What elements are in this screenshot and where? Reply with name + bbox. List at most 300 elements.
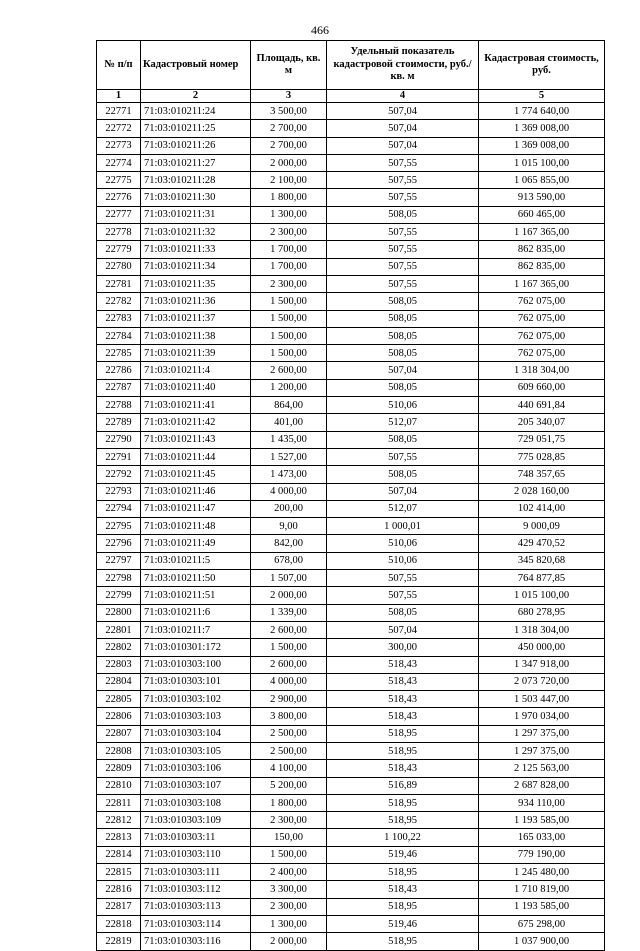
table-row [97, 206, 605, 223]
table-row [97, 431, 605, 448]
specific-value-cell: 507,55 [327, 241, 479, 258]
area-cell: 1 300,00 [251, 915, 327, 932]
area-cell: 2 600,00 [251, 656, 327, 673]
row-number-cell: 22816 [97, 881, 141, 898]
row-number-cell: 22810 [97, 777, 141, 794]
header-row-number: № п/п [97, 41, 141, 90]
cadastral-value-cell: 1 369 008,00 [479, 120, 605, 137]
area-cell: 842,00 [251, 535, 327, 552]
area-cell: 9,00 [251, 518, 327, 535]
cadastral-value-cell: 609 660,00 [479, 379, 605, 396]
table-row [97, 414, 605, 431]
cadastral-value-cell: 165 033,00 [479, 829, 605, 846]
specific-value-cell: 508,05 [327, 431, 479, 448]
specific-value-cell: 508,05 [327, 293, 479, 310]
area-cell: 200,00 [251, 500, 327, 517]
area-cell: 3 500,00 [251, 103, 327, 120]
specific-value-cell: 518,95 [327, 933, 479, 950]
area-cell: 2 000,00 [251, 154, 327, 171]
specific-value-cell: 1 100,22 [327, 829, 479, 846]
table-row [97, 898, 605, 915]
cadastral-value-cell: 1 015 100,00 [479, 154, 605, 171]
table-row [97, 466, 605, 483]
specific-value-cell: 507,55 [327, 587, 479, 604]
row-number-cell: 22800 [97, 604, 141, 621]
table-row [97, 379, 605, 396]
area-cell: 1 800,00 [251, 189, 327, 206]
table-row [97, 933, 605, 950]
cadastral-value-cell: 345 820,68 [479, 552, 605, 569]
specific-value-cell: 516,89 [327, 777, 479, 794]
cadastral-number-cell: 71:03:010211:50 [141, 570, 251, 587]
specific-value-cell: 518,95 [327, 794, 479, 811]
cadastral-number-cell: 71:03:010211:43 [141, 431, 251, 448]
row-number-cell: 22781 [97, 275, 141, 292]
table-row [97, 518, 605, 535]
specific-value-cell: 1 000,01 [327, 518, 479, 535]
specific-value-cell: 508,05 [327, 206, 479, 223]
table-row [97, 293, 605, 310]
table-row [97, 500, 605, 517]
cadastral-number-cell: 71:03:010211:46 [141, 483, 251, 500]
cadastral-number-cell: 71:03:010211:27 [141, 154, 251, 171]
cadastral-number-cell: 71:03:010303:114 [141, 915, 251, 932]
row-number-cell: 22812 [97, 812, 141, 829]
specific-value-cell: 507,04 [327, 362, 479, 379]
specific-value-cell: 519,46 [327, 846, 479, 863]
cadastral-value-cell: 1 297 375,00 [479, 725, 605, 742]
cadastral-number-cell: 71:03:010303:105 [141, 742, 251, 759]
specific-value-cell: 518,43 [327, 691, 479, 708]
specific-value-cell: 507,55 [327, 275, 479, 292]
row-number-cell: 22802 [97, 639, 141, 656]
area-cell: 2 300,00 [251, 812, 327, 829]
cadastral-value-cell: 1 015 100,00 [479, 587, 605, 604]
row-number-cell: 22783 [97, 310, 141, 327]
cadastral-value-cell: 913 590,00 [479, 189, 605, 206]
header-specific-value: Удельный показатель кадастровой стоимости, руб./кв. м [327, 41, 479, 90]
cadastral-value-table [96, 40, 605, 951]
cadastral-value-cell: 1 167 365,00 [479, 224, 605, 241]
table-row [97, 794, 605, 811]
table-row [97, 535, 605, 552]
table-row [97, 258, 605, 275]
cadastral-value-cell: 440 691,84 [479, 397, 605, 414]
row-number-cell: 22807 [97, 725, 141, 742]
specific-value-cell: 507,04 [327, 483, 479, 500]
table-row [97, 656, 605, 673]
specific-value-cell: 300,00 [327, 639, 479, 656]
cadastral-number-cell: 71:03:010211:7 [141, 621, 251, 638]
row-number-cell: 22789 [97, 414, 141, 431]
area-cell: 1 339,00 [251, 604, 327, 621]
specific-value-cell: 507,55 [327, 189, 479, 206]
area-cell: 1 500,00 [251, 846, 327, 863]
cadastral-value-cell: 675 298,00 [479, 915, 605, 932]
row-number-cell: 22785 [97, 345, 141, 362]
cadastral-number-cell: 71:03:010211:26 [141, 137, 251, 154]
table-row [97, 483, 605, 500]
area-cell: 1 800,00 [251, 794, 327, 811]
cadastral-value-cell: 764 877,85 [479, 570, 605, 587]
cadastral-number-cell: 71:03:010211:33 [141, 241, 251, 258]
cadastral-number-cell: 71:03:010211:39 [141, 345, 251, 362]
cadastral-number-cell: 71:03:010303:102 [141, 691, 251, 708]
row-number-cell: 22809 [97, 760, 141, 777]
cadastral-number-cell: 71:03:010303:104 [141, 725, 251, 742]
row-number-cell: 22818 [97, 915, 141, 932]
area-cell: 2 000,00 [251, 587, 327, 604]
header-area: Площадь, кв. м [251, 41, 327, 90]
row-number-cell: 22794 [97, 500, 141, 517]
area-cell: 2 100,00 [251, 172, 327, 189]
row-number-cell: 22776 [97, 189, 141, 206]
area-cell: 4 100,00 [251, 760, 327, 777]
cadastral-value-cell: 205 340,07 [479, 414, 605, 431]
specific-value-cell: 507,04 [327, 137, 479, 154]
column-number: 3 [251, 90, 327, 103]
cadastral-value-cell: 729 051,75 [479, 431, 605, 448]
table-row [97, 397, 605, 414]
cadastral-number-cell: 71:03:010303:110 [141, 846, 251, 863]
table-row [97, 708, 605, 725]
cadastral-number-cell: 71:03:010211:40 [141, 379, 251, 396]
cadastral-value-cell: 1 065 855,00 [479, 172, 605, 189]
area-cell: 3 800,00 [251, 708, 327, 725]
table-row [97, 742, 605, 759]
row-number-cell: 22782 [97, 293, 141, 310]
specific-value-cell: 508,05 [327, 310, 479, 327]
specific-value-cell: 518,95 [327, 742, 479, 759]
specific-value-cell: 507,04 [327, 621, 479, 638]
area-cell: 1 435,00 [251, 431, 327, 448]
cadastral-value-cell: 1 193 585,00 [479, 812, 605, 829]
cadastral-number-cell: 71:03:010303:100 [141, 656, 251, 673]
cadastral-value-cell: 2 028 160,00 [479, 483, 605, 500]
table-row [97, 639, 605, 656]
cadastral-value-cell: 934 110,00 [479, 794, 605, 811]
area-cell: 5 200,00 [251, 777, 327, 794]
specific-value-cell: 518,43 [327, 708, 479, 725]
cadastral-number-cell: 71:03:010211:6 [141, 604, 251, 621]
cadastral-value-cell: 1 037 900,00 [479, 933, 605, 950]
area-cell: 2 700,00 [251, 120, 327, 137]
row-number-cell: 22797 [97, 552, 141, 569]
column-number: 5 [479, 90, 605, 103]
cadastral-value-cell: 762 075,00 [479, 327, 605, 344]
row-number-cell: 22773 [97, 137, 141, 154]
column-number-row [97, 90, 605, 103]
cadastral-value-cell: 748 357,65 [479, 466, 605, 483]
area-cell: 2 400,00 [251, 864, 327, 881]
cadastral-value-cell: 1 710 819,00 [479, 881, 605, 898]
table-row [97, 448, 605, 465]
cadastral-number-cell: 71:03:010301:172 [141, 639, 251, 656]
cadastral-number-cell: 71:03:010211:48 [141, 518, 251, 535]
cadastral-value-cell: 862 835,00 [479, 258, 605, 275]
specific-value-cell: 518,95 [327, 725, 479, 742]
row-number-cell: 22779 [97, 241, 141, 258]
specific-value-cell: 518,43 [327, 673, 479, 690]
cadastral-number-cell: 71:03:010211:25 [141, 120, 251, 137]
cadastral-value-cell: 1 369 008,00 [479, 137, 605, 154]
cadastral-number-cell: 71:03:010303:11 [141, 829, 251, 846]
area-cell: 2 000,00 [251, 933, 327, 950]
row-number-cell: 22774 [97, 154, 141, 171]
cadastral-value-cell: 1 774 640,00 [479, 103, 605, 120]
cadastral-number-cell: 71:03:010211:35 [141, 275, 251, 292]
column-number: 1 [97, 90, 141, 103]
area-cell: 1 507,00 [251, 570, 327, 587]
cadastral-value-cell: 680 278,95 [479, 604, 605, 621]
specific-value-cell: 508,05 [327, 379, 479, 396]
cadastral-number-cell: 71:03:010211:42 [141, 414, 251, 431]
area-cell: 4 000,00 [251, 673, 327, 690]
specific-value-cell: 507,55 [327, 154, 479, 171]
specific-value-cell: 518,95 [327, 898, 479, 915]
row-number-cell: 22790 [97, 431, 141, 448]
row-number-cell: 22803 [97, 656, 141, 673]
cadastral-number-cell: 71:03:010211:47 [141, 500, 251, 517]
area-cell: 2 300,00 [251, 275, 327, 292]
specific-value-cell: 512,07 [327, 500, 479, 517]
row-number-cell: 22795 [97, 518, 141, 535]
row-number-cell: 22798 [97, 570, 141, 587]
table-row [97, 172, 605, 189]
table-row [97, 345, 605, 362]
header-cadastral-value: Кадастровая стоимость, руб. [479, 41, 605, 90]
area-cell: 2 300,00 [251, 898, 327, 915]
specific-value-cell: 507,04 [327, 120, 479, 137]
cadastral-number-cell: 71:03:010211:24 [141, 103, 251, 120]
table-header-row [97, 41, 605, 90]
cadastral-number-cell: 71:03:010303:107 [141, 777, 251, 794]
cadastral-number-cell: 71:03:010211:32 [141, 224, 251, 241]
cadastral-number-cell: 71:03:010303:109 [141, 812, 251, 829]
area-cell: 1 473,00 [251, 466, 327, 483]
specific-value-cell: 518,43 [327, 656, 479, 673]
cadastral-number-cell: 71:03:010211:34 [141, 258, 251, 275]
specific-value-cell: 510,06 [327, 535, 479, 552]
table-row [97, 673, 605, 690]
cadastral-number-cell: 71:03:010211:41 [141, 397, 251, 414]
table-body [97, 103, 605, 951]
area-cell: 1 527,00 [251, 448, 327, 465]
cadastral-number-cell: 71:03:010211:51 [141, 587, 251, 604]
table-row [97, 362, 605, 379]
cadastral-number-cell: 71:03:010211:5 [141, 552, 251, 569]
table-row [97, 275, 605, 292]
cadastral-value-cell: 779 190,00 [479, 846, 605, 863]
row-number-cell: 22814 [97, 846, 141, 863]
cadastral-number-cell: 71:03:010211:37 [141, 310, 251, 327]
specific-value-cell: 518,43 [327, 760, 479, 777]
specific-value-cell: 518,95 [327, 864, 479, 881]
column-number: 4 [327, 90, 479, 103]
column-number: 2 [141, 90, 251, 103]
area-cell: 3 300,00 [251, 881, 327, 898]
table-row [97, 552, 605, 569]
row-number-cell: 22796 [97, 535, 141, 552]
cadastral-value-cell: 762 075,00 [479, 345, 605, 362]
row-number-cell: 22811 [97, 794, 141, 811]
row-number-cell: 22819 [97, 933, 141, 950]
cadastral-value-cell: 1 318 304,00 [479, 621, 605, 638]
specific-value-cell: 507,55 [327, 448, 479, 465]
cadastral-number-cell: 71:03:010211:45 [141, 466, 251, 483]
area-cell: 1 500,00 [251, 639, 327, 656]
table-row [97, 777, 605, 794]
table-row [97, 846, 605, 863]
table-row [97, 310, 605, 327]
area-cell: 1 500,00 [251, 293, 327, 310]
cadastral-value-cell: 775 028,85 [479, 448, 605, 465]
table-row [97, 915, 605, 932]
table-row [97, 570, 605, 587]
specific-value-cell: 507,55 [327, 570, 479, 587]
row-number-cell: 22771 [97, 103, 141, 120]
cadastral-value-cell: 862 835,00 [479, 241, 605, 258]
area-cell: 1 700,00 [251, 258, 327, 275]
row-number-cell: 22786 [97, 362, 141, 379]
cadastral-value-cell: 1 347 918,00 [479, 656, 605, 673]
specific-value-cell: 510,06 [327, 397, 479, 414]
cadastral-number-cell: 71:03:010211:31 [141, 206, 251, 223]
area-cell: 678,00 [251, 552, 327, 569]
area-cell: 1 500,00 [251, 327, 327, 344]
table-row [97, 327, 605, 344]
area-cell: 401,00 [251, 414, 327, 431]
row-number-cell: 22815 [97, 864, 141, 881]
cadastral-number-cell: 71:03:010303:112 [141, 881, 251, 898]
area-cell: 2 500,00 [251, 725, 327, 742]
table-row [97, 621, 605, 638]
cadastral-value-cell: 429 470,52 [479, 535, 605, 552]
area-cell: 2 500,00 [251, 742, 327, 759]
area-cell: 2 600,00 [251, 621, 327, 638]
row-number-cell: 22817 [97, 898, 141, 915]
table-row [97, 120, 605, 137]
area-cell: 150,00 [251, 829, 327, 846]
cadastral-value-cell: 1 297 375,00 [479, 742, 605, 759]
row-number-cell: 22799 [97, 587, 141, 604]
cadastral-number-cell: 71:03:010303:108 [141, 794, 251, 811]
row-number-cell: 22806 [97, 708, 141, 725]
row-number-cell: 22787 [97, 379, 141, 396]
specific-value-cell: 518,43 [327, 881, 479, 898]
specific-value-cell: 512,07 [327, 414, 479, 431]
specific-value-cell: 507,55 [327, 172, 479, 189]
table-row [97, 189, 605, 206]
row-number-cell: 22788 [97, 397, 141, 414]
cadastral-number-cell: 71:03:010303:106 [141, 760, 251, 777]
area-cell: 1 300,00 [251, 206, 327, 223]
table-row [97, 224, 605, 241]
row-number-cell: 22813 [97, 829, 141, 846]
header-cadastral-number: Кадастровый номер [141, 41, 251, 90]
table-row [97, 103, 605, 120]
area-cell: 864,00 [251, 397, 327, 414]
cadastral-value-cell: 660 465,00 [479, 206, 605, 223]
row-number-cell: 22805 [97, 691, 141, 708]
specific-value-cell: 507,55 [327, 258, 479, 275]
table-row [97, 864, 605, 881]
cadastral-number-cell: 71:03:010303:103 [141, 708, 251, 725]
area-cell: 1 700,00 [251, 241, 327, 258]
table-row [97, 812, 605, 829]
row-number-cell: 22780 [97, 258, 141, 275]
table-row [97, 154, 605, 171]
cadastral-value-cell: 1 193 585,00 [479, 898, 605, 915]
specific-value-cell: 508,05 [327, 327, 479, 344]
cadastral-number-cell: 71:03:010211:44 [141, 448, 251, 465]
area-cell: 2 700,00 [251, 137, 327, 154]
table-row [97, 760, 605, 777]
table-row [97, 587, 605, 604]
row-number-cell: 22772 [97, 120, 141, 137]
row-number-cell: 22777 [97, 206, 141, 223]
specific-value-cell: 507,04 [327, 103, 479, 120]
cadastral-value-cell: 1 318 304,00 [479, 362, 605, 379]
table-row [97, 241, 605, 258]
cadastral-value-cell: 1 167 365,00 [479, 275, 605, 292]
specific-value-cell: 508,05 [327, 466, 479, 483]
cadastral-value-cell: 1 970 034,00 [479, 708, 605, 725]
cadastral-value-cell: 1 503 447,00 [479, 691, 605, 708]
row-number-cell: 22808 [97, 742, 141, 759]
area-cell: 1 200,00 [251, 379, 327, 396]
cadastral-number-cell: 71:03:010303:116 [141, 933, 251, 950]
row-number-cell: 22784 [97, 327, 141, 344]
specific-value-cell: 508,05 [327, 604, 479, 621]
area-cell: 1 500,00 [251, 345, 327, 362]
cadastral-number-cell: 71:03:010211:30 [141, 189, 251, 206]
area-cell: 2 600,00 [251, 362, 327, 379]
cadastral-value-cell: 762 075,00 [479, 293, 605, 310]
table-row [97, 691, 605, 708]
cadastral-value-cell: 2 125 563,00 [479, 760, 605, 777]
specific-value-cell: 519,46 [327, 915, 479, 932]
specific-value-cell: 508,05 [327, 345, 479, 362]
area-cell: 1 500,00 [251, 310, 327, 327]
cadastral-value-cell: 762 075,00 [479, 310, 605, 327]
row-number-cell: 22778 [97, 224, 141, 241]
cadastral-value-cell: 1 245 480,00 [479, 864, 605, 881]
cadastral-value-cell: 9 000,09 [479, 518, 605, 535]
cadastral-value-cell: 102 414,00 [479, 500, 605, 517]
cadastral-value-cell: 2 073 720,00 [479, 673, 605, 690]
cadastral-number-cell: 71:03:010211:38 [141, 327, 251, 344]
row-number-cell: 22791 [97, 448, 141, 465]
specific-value-cell: 507,55 [327, 224, 479, 241]
specific-value-cell: 518,95 [327, 812, 479, 829]
table-row [97, 725, 605, 742]
specific-value-cell: 510,06 [327, 552, 479, 569]
table-row [97, 881, 605, 898]
cadastral-number-cell: 71:03:010303:101 [141, 673, 251, 690]
cadastral-number-cell: 71:03:010303:113 [141, 898, 251, 915]
cadastral-value-cell: 450 000,00 [479, 639, 605, 656]
cadastral-number-cell: 71:03:010211:36 [141, 293, 251, 310]
row-number-cell: 22801 [97, 621, 141, 638]
cadastral-number-cell: 71:03:010211:28 [141, 172, 251, 189]
table-row [97, 604, 605, 621]
page-number: 466 [311, 23, 329, 37]
row-number-cell: 22793 [97, 483, 141, 500]
table-row [97, 829, 605, 846]
cadastral-value-cell: 2 687 828,00 [479, 777, 605, 794]
cadastral-number-cell: 71:03:010211:4 [141, 362, 251, 379]
